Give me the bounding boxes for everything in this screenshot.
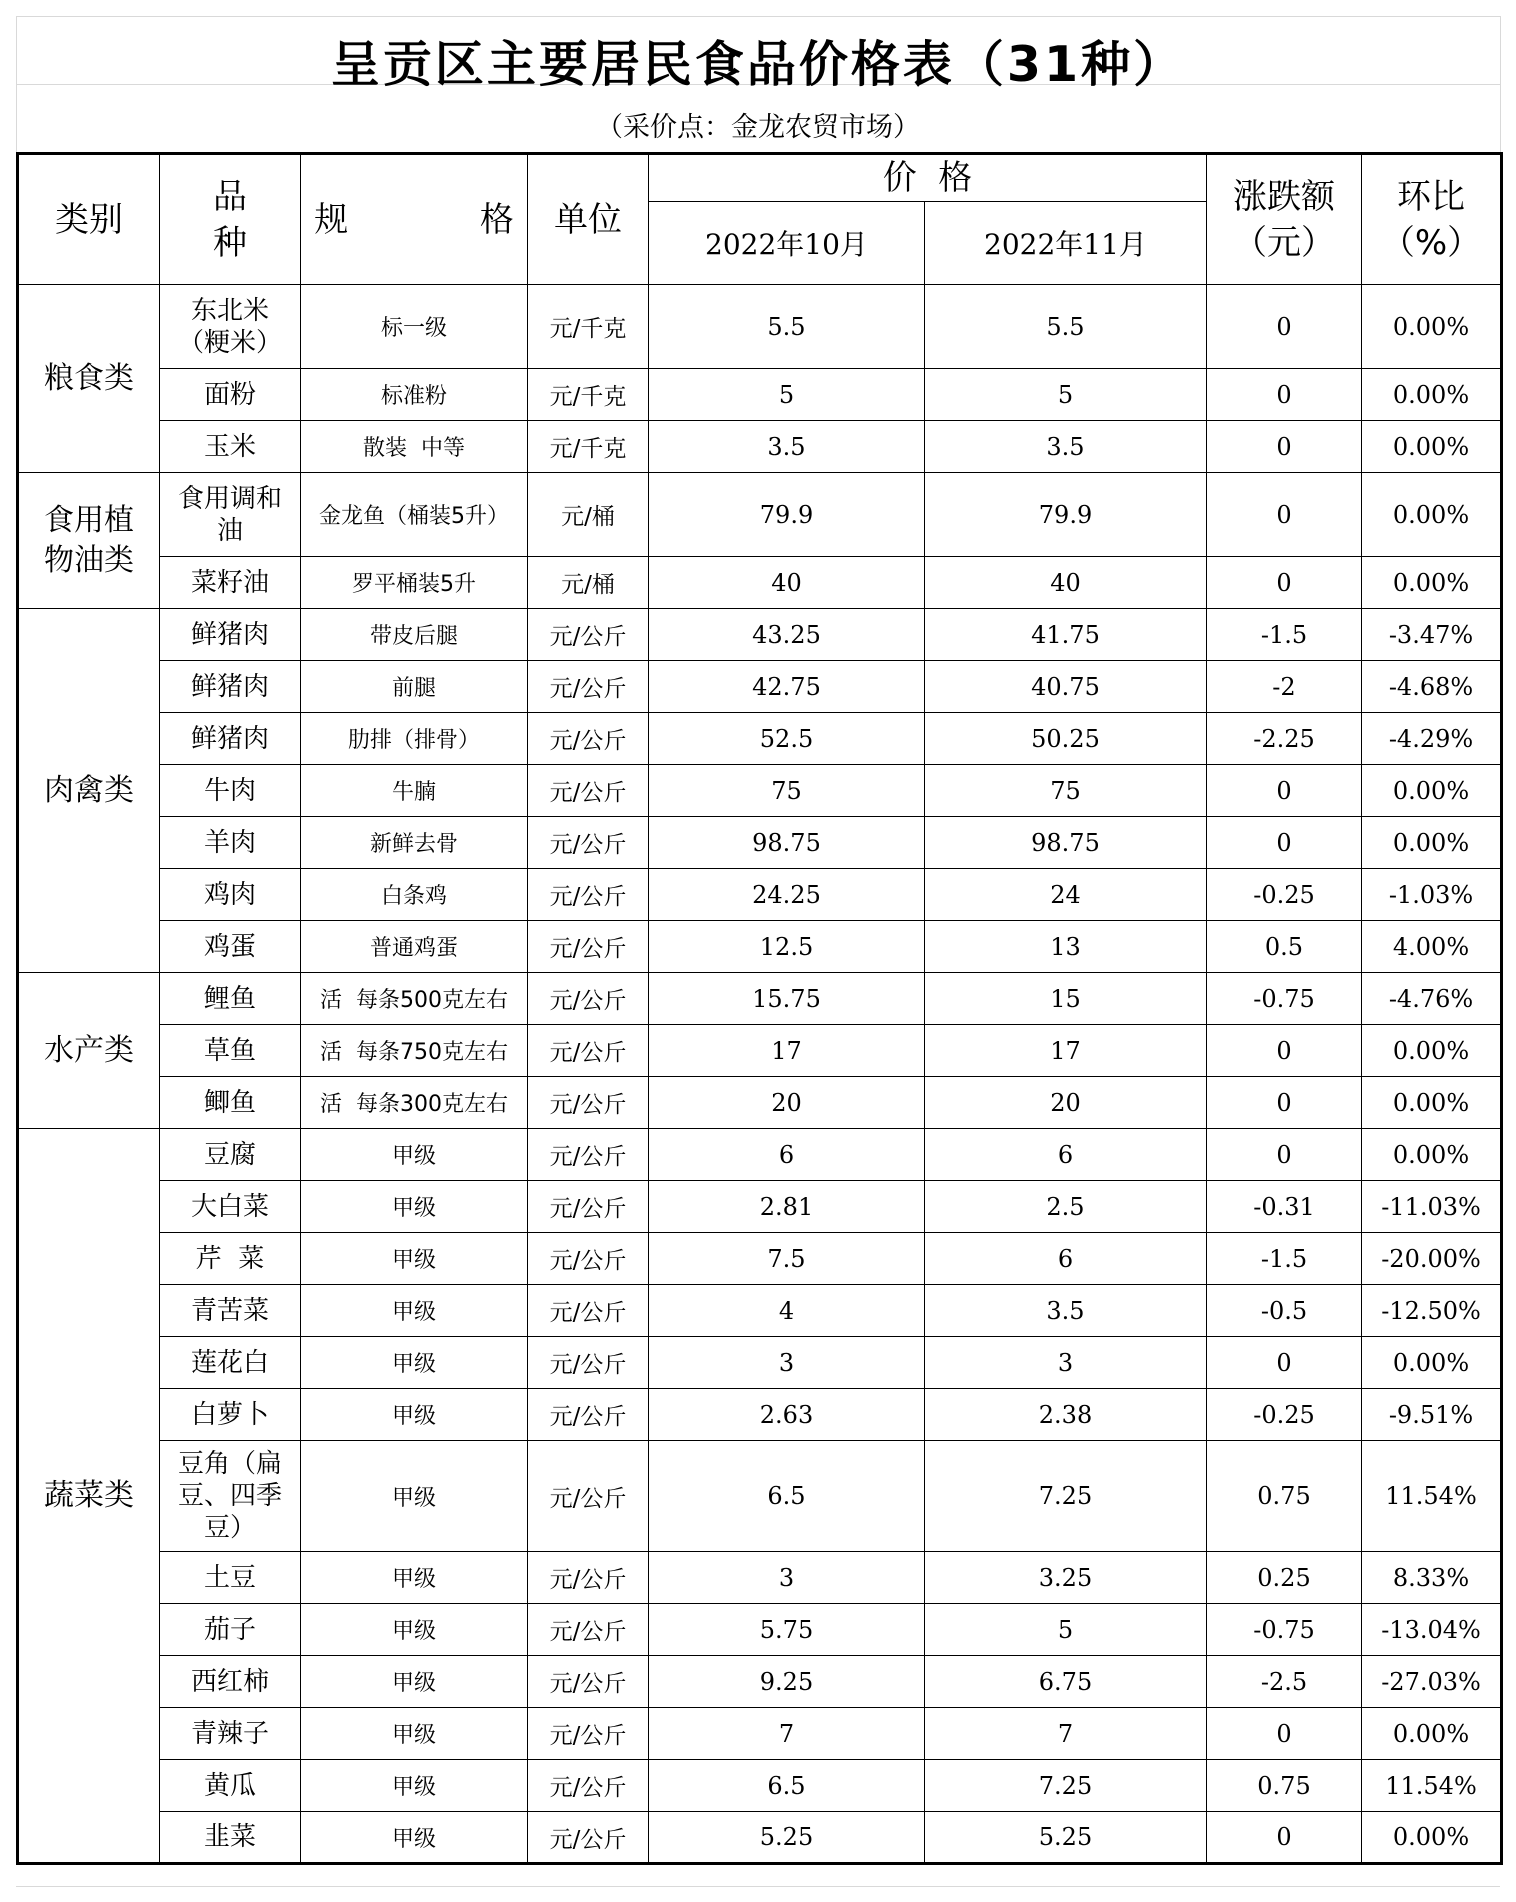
item-name-cell: 鸡肉 xyxy=(160,869,301,921)
table-row xyxy=(18,1337,1502,1389)
table-row xyxy=(18,661,1502,713)
item-name-cell: 鲫鱼 xyxy=(160,1077,301,1129)
change-cell: 0 xyxy=(1207,1708,1362,1760)
ratio-cell: 11.54% xyxy=(1362,1760,1502,1812)
ratio-cell: 0.00% xyxy=(1362,1708,1502,1760)
ratio-cell: 0.00% xyxy=(1362,1025,1502,1077)
header-category: 类别 xyxy=(18,154,160,285)
spec-cell: 带皮后腿 xyxy=(301,609,528,661)
table-row xyxy=(18,473,1502,557)
price-nov-cell: 6.75 xyxy=(925,1656,1207,1708)
change-cell: 0 xyxy=(1207,1077,1362,1129)
item-name-cell: 鲜猪肉 xyxy=(160,609,301,661)
item-name-cell xyxy=(160,285,301,369)
table-row xyxy=(18,369,1502,421)
ratio-cell: -4.29% xyxy=(1362,713,1502,765)
table-row xyxy=(18,1812,1502,1864)
table-row xyxy=(18,557,1502,609)
price-oct-cell: 79.9 xyxy=(649,473,925,557)
price-oct-cell: 98.75 xyxy=(649,817,925,869)
price-oct-cell: 42.75 xyxy=(649,661,925,713)
page-subtitle: （采价点：金龙农贸市场） xyxy=(596,111,920,143)
ratio-cell: -1.03% xyxy=(1362,869,1502,921)
ratio-cell: 8.33% xyxy=(1362,1552,1502,1604)
price-oct-cell: 3.5 xyxy=(649,421,925,473)
item-name-cell: 豆腐 xyxy=(160,1129,301,1181)
item-name-cell: 韭菜 xyxy=(160,1812,301,1864)
unit-cell: 元/公斤 xyxy=(528,921,649,973)
ratio-cell: 0.00% xyxy=(1362,557,1502,609)
table-row xyxy=(18,1129,1502,1181)
item-name-cell: 芹 菜 xyxy=(160,1233,301,1285)
header-spec-part2: 格 xyxy=(479,199,514,240)
price-nov-cell: 41.75 xyxy=(925,609,1207,661)
item-name-cell: 鲜猪肉 xyxy=(160,661,301,713)
header-unit: 单位 xyxy=(528,154,649,285)
change-cell: -0.25 xyxy=(1207,1389,1362,1441)
change-cell: 0 xyxy=(1207,1025,1362,1077)
table-row xyxy=(18,765,1502,817)
change-cell: 0 xyxy=(1207,421,1362,473)
change-cell: -2 xyxy=(1207,661,1362,713)
item-name-cell: 羊肉 xyxy=(160,817,301,869)
price-table xyxy=(16,152,1503,1865)
change-cell: -0.75 xyxy=(1207,973,1362,1025)
header-ratio-line2: （%） xyxy=(1380,222,1482,263)
page-title: 呈贡区主要居民食品价格表（31种） xyxy=(330,36,1186,93)
table-row xyxy=(18,1441,1502,1552)
table-row xyxy=(18,1285,1502,1337)
change-cell: 0.75 xyxy=(1207,1441,1362,1552)
table-row xyxy=(18,921,1502,973)
item-name-cell: 青苦菜 xyxy=(160,1285,301,1337)
table-row xyxy=(18,1233,1502,1285)
unit-cell: 元/公斤 xyxy=(528,973,649,1025)
header-variety-line1: 品 xyxy=(213,176,247,217)
spec-cell: 甲级 xyxy=(301,1708,528,1760)
spec-cell: 牛腩 xyxy=(301,765,528,817)
ratio-cell: -13.04% xyxy=(1362,1604,1502,1656)
spec-cell: 甲级 xyxy=(301,1812,528,1864)
item-name-text: 豆角（扁豆、四季豆） xyxy=(177,1449,282,1543)
spec-cell: 活 每条750克左右 xyxy=(301,1025,528,1077)
item-name-cell: 茄子 xyxy=(160,1604,301,1656)
table-row xyxy=(18,1760,1502,1812)
spec-cell: 普通鸡蛋 xyxy=(301,921,528,973)
price-oct-cell: 5.5 xyxy=(649,285,925,369)
price-oct-cell: 2.81 xyxy=(649,1181,925,1233)
item-name-cell: 草鱼 xyxy=(160,1025,301,1077)
change-cell: 0.25 xyxy=(1207,1552,1362,1604)
price-oct-cell: 7.5 xyxy=(649,1233,925,1285)
item-name-cell: 青辣子 xyxy=(160,1708,301,1760)
ratio-cell: -11.03% xyxy=(1362,1181,1502,1233)
ratio-cell: -4.76% xyxy=(1362,973,1502,1025)
change-cell: 0 xyxy=(1207,473,1362,557)
price-nov-cell: 3.25 xyxy=(925,1552,1207,1604)
table-row xyxy=(18,817,1502,869)
unit-cell: 元/公斤 xyxy=(528,1077,649,1129)
price-oct-cell: 6.5 xyxy=(649,1441,925,1552)
table-row xyxy=(18,1708,1502,1760)
spec-cell: 标准粉 xyxy=(301,369,528,421)
price-oct-cell: 12.5 xyxy=(649,921,925,973)
header-change-line2: （元） xyxy=(1233,222,1335,263)
price-oct-cell: 6 xyxy=(649,1129,925,1181)
header-spec xyxy=(301,154,528,285)
unit-cell: 元/千克 xyxy=(528,369,649,421)
header-month-nov: 2022年11月 xyxy=(925,202,1207,285)
item-name-cell: 鲤鱼 xyxy=(160,973,301,1025)
item-name-cell: 西红柿 xyxy=(160,1656,301,1708)
price-nov-cell: 40.75 xyxy=(925,661,1207,713)
price-oct-cell: 52.5 xyxy=(649,713,925,765)
change-cell: -0.75 xyxy=(1207,1604,1362,1656)
table-row xyxy=(18,285,1502,369)
change-cell: 0 xyxy=(1207,369,1362,421)
change-cell: -0.31 xyxy=(1207,1181,1362,1233)
change-cell: 0 xyxy=(1207,1337,1362,1389)
price-nov-cell: 7.25 xyxy=(925,1760,1207,1812)
item-name-cell: 黄瓜 xyxy=(160,1760,301,1812)
price-nov-cell: 3.5 xyxy=(925,421,1207,473)
price-nov-cell: 3 xyxy=(925,1337,1207,1389)
price-nov-cell: 40 xyxy=(925,557,1207,609)
item-name-cell: 菜籽油 xyxy=(160,557,301,609)
price-oct-cell: 2.63 xyxy=(649,1389,925,1441)
spec-cell: 白条鸡 xyxy=(301,869,528,921)
ratio-cell: 0.00% xyxy=(1362,1812,1502,1864)
unit-cell: 元/公斤 xyxy=(528,1233,649,1285)
item-name-cell: 土豆 xyxy=(160,1552,301,1604)
price-nov-cell: 5 xyxy=(925,369,1207,421)
change-cell: 0 xyxy=(1207,285,1362,369)
spec-cell: 甲级 xyxy=(301,1285,528,1337)
item-name-text: 东北米（粳米） xyxy=(177,295,282,358)
change-cell: -2.5 xyxy=(1207,1656,1362,1708)
table-row xyxy=(18,1604,1502,1656)
spec-cell: 甲级 xyxy=(301,1233,528,1285)
ratio-cell: 0.00% xyxy=(1362,817,1502,869)
unit-cell: 元/公斤 xyxy=(528,1656,649,1708)
price-nov-cell: 24 xyxy=(925,869,1207,921)
spec-cell: 罗平桶装5升 xyxy=(301,557,528,609)
spec-cell: 前腿 xyxy=(301,661,528,713)
unit-cell: 元/公斤 xyxy=(528,661,649,713)
price-oct-cell: 17 xyxy=(649,1025,925,1077)
spec-cell: 金龙鱼（桶装5升） xyxy=(301,473,528,557)
change-cell: 0 xyxy=(1207,1129,1362,1181)
ratio-cell: -12.50% xyxy=(1362,1285,1502,1337)
ratio-cell: -27.03% xyxy=(1362,1656,1502,1708)
header-price: 价 格 xyxy=(649,154,1207,202)
change-cell: -0.25 xyxy=(1207,869,1362,921)
price-nov-cell: 75 xyxy=(925,765,1207,817)
unit-cell: 元/公斤 xyxy=(528,869,649,921)
spec-cell: 甲级 xyxy=(301,1389,528,1441)
unit-cell: 元/公斤 xyxy=(528,609,649,661)
ratio-cell: 11.54% xyxy=(1362,1441,1502,1552)
unit-cell: 元/公斤 xyxy=(528,1441,649,1552)
price-oct-cell: 4 xyxy=(649,1285,925,1337)
price-nov-cell: 98.75 xyxy=(925,817,1207,869)
header-change xyxy=(1207,154,1362,285)
change-cell: 0 xyxy=(1207,1812,1362,1864)
price-oct-cell: 5 xyxy=(649,369,925,421)
header-variety-line2: 种 xyxy=(213,222,247,263)
header-ratio xyxy=(1362,154,1502,285)
unit-cell: 元/公斤 xyxy=(528,817,649,869)
change-cell: -1.5 xyxy=(1207,1233,1362,1285)
price-nov-cell: 50.25 xyxy=(925,713,1207,765)
category-cell: 粮食类 xyxy=(18,285,160,473)
price-oct-cell: 24.25 xyxy=(649,869,925,921)
price-nov-cell: 6 xyxy=(925,1129,1207,1181)
spec-cell: 甲级 xyxy=(301,1129,528,1181)
ratio-cell: 0.00% xyxy=(1362,369,1502,421)
unit-cell: 元/千克 xyxy=(528,285,649,369)
price-oct-cell: 9.25 xyxy=(649,1656,925,1708)
price-oct-cell: 75 xyxy=(649,765,925,817)
price-nov-cell: 17 xyxy=(925,1025,1207,1077)
item-name-cell: 牛肉 xyxy=(160,765,301,817)
unit-cell: 元/桶 xyxy=(528,557,649,609)
price-oct-cell: 15.75 xyxy=(649,973,925,1025)
unit-cell: 元/公斤 xyxy=(528,1760,649,1812)
header-month-oct: 2022年10月 xyxy=(649,202,925,285)
table-row xyxy=(18,1181,1502,1233)
price-oct-cell: 40 xyxy=(649,557,925,609)
category-cell: 蔬菜类 xyxy=(18,1129,160,1864)
table-row xyxy=(18,973,1502,1025)
spec-cell: 标一级 xyxy=(301,285,528,369)
category-label: 食用植物油类 xyxy=(44,502,134,578)
price-nov-cell: 15 xyxy=(925,973,1207,1025)
price-oct-cell: 43.25 xyxy=(649,609,925,661)
ratio-cell: 0.00% xyxy=(1362,473,1502,557)
price-nov-cell: 13 xyxy=(925,921,1207,973)
ratio-cell: 4.00% xyxy=(1362,921,1502,973)
ratio-cell: -3.47% xyxy=(1362,609,1502,661)
table-row xyxy=(18,1077,1502,1129)
price-oct-cell: 20 xyxy=(649,1077,925,1129)
table-row xyxy=(18,869,1502,921)
unit-cell: 元/公斤 xyxy=(528,1552,649,1604)
table-row xyxy=(18,421,1502,473)
change-cell: 0.5 xyxy=(1207,921,1362,973)
table-row xyxy=(18,1025,1502,1077)
unit-cell: 元/桶 xyxy=(528,473,649,557)
price-nov-cell: 5 xyxy=(925,1604,1207,1656)
ratio-cell: 0.00% xyxy=(1362,285,1502,369)
price-oct-cell: 5.75 xyxy=(649,1604,925,1656)
price-oct-cell: 3 xyxy=(649,1552,925,1604)
spec-cell: 甲级 xyxy=(301,1441,528,1552)
table-row xyxy=(18,1552,1502,1604)
ratio-cell: 0.00% xyxy=(1362,1129,1502,1181)
item-name-cell: 白萝卜 xyxy=(160,1389,301,1441)
unit-cell: 元/千克 xyxy=(528,421,649,473)
spec-cell: 散装 中等 xyxy=(301,421,528,473)
change-cell: -2.25 xyxy=(1207,713,1362,765)
price-nov-cell: 3.5 xyxy=(925,1285,1207,1337)
category-cell xyxy=(18,473,160,609)
unit-cell: 元/公斤 xyxy=(528,1708,649,1760)
ratio-cell: 0.00% xyxy=(1362,765,1502,817)
spec-cell: 甲级 xyxy=(301,1760,528,1812)
ratio-cell: -20.00% xyxy=(1362,1233,1502,1285)
table-row xyxy=(18,1389,1502,1441)
price-nov-cell: 5.5 xyxy=(925,285,1207,369)
price-nov-cell: 2.38 xyxy=(925,1389,1207,1441)
table-row xyxy=(18,609,1502,661)
ratio-cell: -9.51% xyxy=(1362,1389,1502,1441)
price-nov-cell: 2.5 xyxy=(925,1181,1207,1233)
ratio-cell: 0.00% xyxy=(1362,421,1502,473)
item-name-cell xyxy=(160,473,301,557)
price-nov-cell: 79.9 xyxy=(925,473,1207,557)
header-ratio-line1: 环比 xyxy=(1397,176,1465,217)
price-oct-cell: 7 xyxy=(649,1708,925,1760)
unit-cell: 元/公斤 xyxy=(528,765,649,817)
change-cell: -0.5 xyxy=(1207,1285,1362,1337)
item-name-cell: 大白菜 xyxy=(160,1181,301,1233)
price-nov-cell: 20 xyxy=(925,1077,1207,1129)
change-cell: 0 xyxy=(1207,817,1362,869)
price-nov-cell: 6 xyxy=(925,1233,1207,1285)
spec-cell: 活 每条300克左右 xyxy=(301,1077,528,1129)
price-nov-cell: 7.25 xyxy=(925,1441,1207,1552)
unit-cell: 元/公斤 xyxy=(528,1812,649,1864)
change-cell: -1.5 xyxy=(1207,609,1362,661)
ratio-cell: 0.00% xyxy=(1362,1077,1502,1129)
spec-cell: 甲级 xyxy=(301,1604,528,1656)
header-change-line1: 涨跌额 xyxy=(1233,176,1335,217)
ratio-cell: -4.68% xyxy=(1362,661,1502,713)
item-name-text: 食用调和油 xyxy=(177,483,282,546)
header-spec-part1: 规 xyxy=(314,199,349,240)
unit-cell: 元/公斤 xyxy=(528,1181,649,1233)
price-oct-cell: 3 xyxy=(649,1337,925,1389)
item-name-cell xyxy=(160,1441,301,1552)
change-cell: 0 xyxy=(1207,765,1362,817)
price-nov-cell: 5.25 xyxy=(925,1812,1207,1864)
table-row xyxy=(18,713,1502,765)
price-nov-cell: 7 xyxy=(925,1708,1207,1760)
spec-cell: 肋排（排骨） xyxy=(301,713,528,765)
change-cell: 0 xyxy=(1207,557,1362,609)
spec-cell: 活 每条500克左右 xyxy=(301,973,528,1025)
unit-cell: 元/公斤 xyxy=(528,1337,649,1389)
unit-cell: 元/公斤 xyxy=(528,1025,649,1077)
unit-cell: 元/公斤 xyxy=(528,1285,649,1337)
spec-cell: 甲级 xyxy=(301,1337,528,1389)
change-cell: 0.75 xyxy=(1207,1760,1362,1812)
unit-cell: 元/公斤 xyxy=(528,1129,649,1181)
item-name-cell: 玉米 xyxy=(160,421,301,473)
ratio-cell: 0.00% xyxy=(1362,1337,1502,1389)
item-name-cell: 鲜猪肉 xyxy=(160,713,301,765)
unit-cell: 元/公斤 xyxy=(528,713,649,765)
spec-cell: 甲级 xyxy=(301,1181,528,1233)
price-oct-cell: 5.25 xyxy=(649,1812,925,1864)
table-row xyxy=(18,1656,1502,1708)
price-oct-cell: 6.5 xyxy=(649,1760,925,1812)
item-name-cell: 莲花白 xyxy=(160,1337,301,1389)
category-cell: 水产类 xyxy=(18,973,160,1129)
item-name-cell: 面粉 xyxy=(160,369,301,421)
gridline xyxy=(16,1886,1500,1887)
spec-cell: 新鲜去骨 xyxy=(301,817,528,869)
spec-cell: 甲级 xyxy=(301,1552,528,1604)
category-cell: 肉禽类 xyxy=(18,609,160,973)
unit-cell: 元/公斤 xyxy=(528,1604,649,1656)
gridline xyxy=(1500,16,1501,152)
spec-cell: 甲级 xyxy=(301,1656,528,1708)
item-name-cell: 鸡蛋 xyxy=(160,921,301,973)
unit-cell: 元/公斤 xyxy=(528,1389,649,1441)
header-variety xyxy=(160,154,301,285)
